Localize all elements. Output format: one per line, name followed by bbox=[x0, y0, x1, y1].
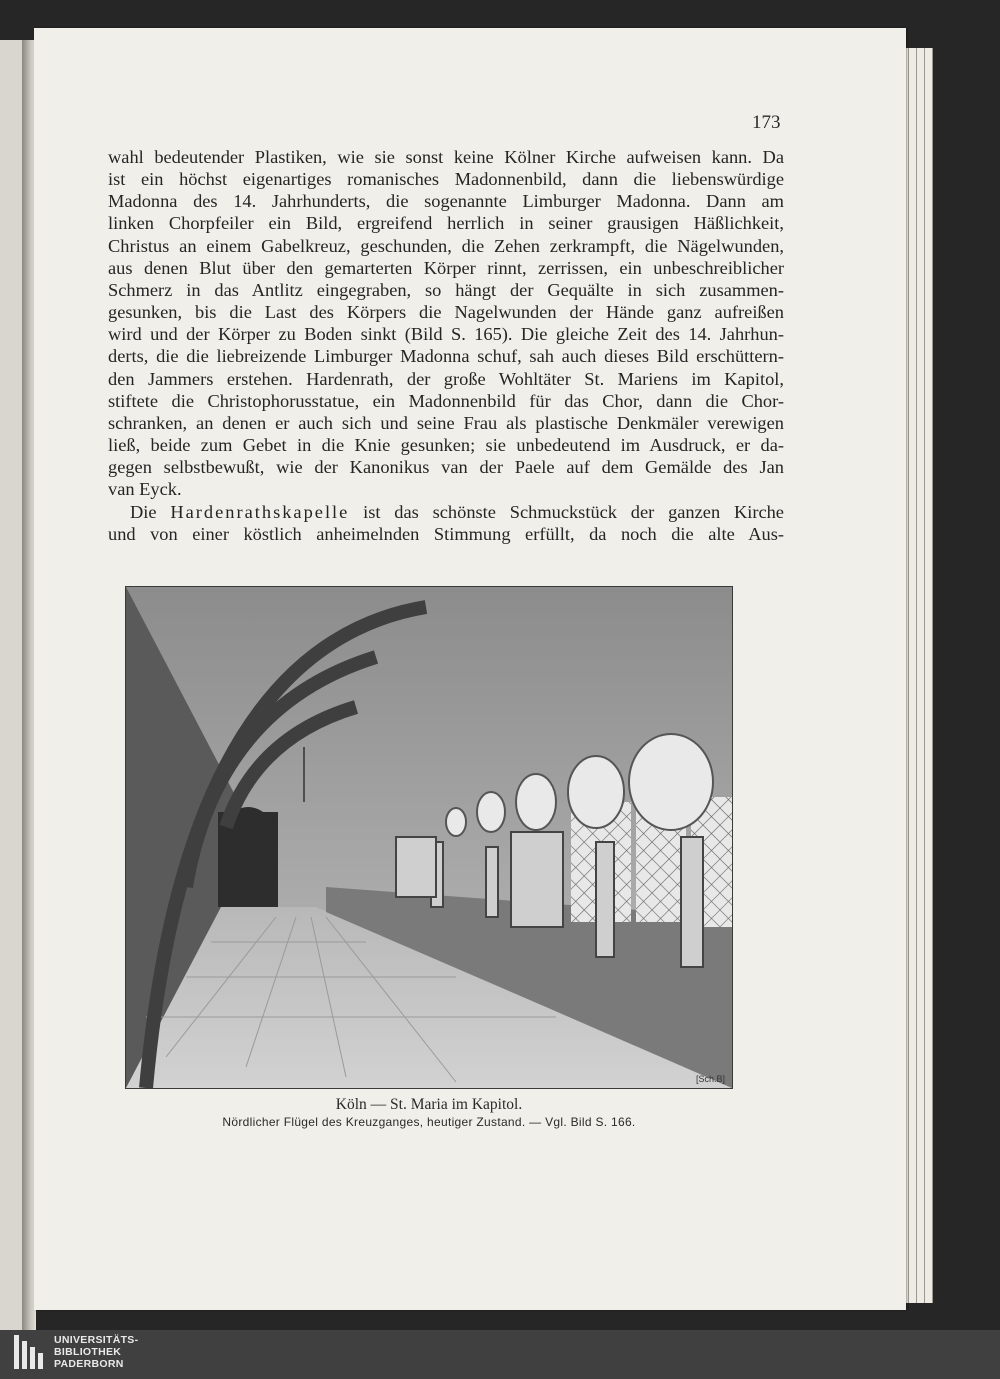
text-line: wird und der Körper zu Boden sinkt (Bild S. 165). Die gleiche Zeit des 14. Jahrhun- bbox=[108, 324, 784, 345]
text-line: van Eyck. bbox=[108, 479, 182, 500]
library-logo-text bbox=[54, 1334, 254, 1370]
text-line: Madonna des 14. Jahrhunderts, die sogenannte Limburger Madonna. Dann am bbox=[108, 191, 784, 212]
text-line: gesunken, bis die Last des Körpers die Nagelwunden der Hände ganz aufreißen bbox=[108, 302, 784, 323]
text-line: gegen selbstbewußt, wie der Kanonikus van der Paele auf dem Gemälde des Jan bbox=[108, 457, 784, 478]
text-line: Schmerz in das Antlitz eingegraben, so hängt der Gequälte in sich zusammen- bbox=[108, 279, 784, 300]
page-number: 173 bbox=[752, 112, 781, 133]
cloister-photograph bbox=[125, 586, 733, 1089]
text-line: stiftete die Christophorusstatue, ein Madonnenbild für das Chor, dann die Chor- bbox=[108, 390, 784, 411]
library-logo-icon bbox=[14, 1335, 48, 1369]
photo-signature: [Sch.B] bbox=[696, 1074, 726, 1084]
logo-line: BIBLIOTHEK bbox=[54, 1346, 122, 1358]
text-line bbox=[108, 501, 784, 523]
text-line: aus denen Blut über den gemarterten Körper rinnt, zerrissen, ein unbeschreiblicher bbox=[108, 257, 784, 278]
figure-caption: Köln — St. Maria im Kapitol. bbox=[335, 1096, 523, 1113]
text-line: ließ, beide zum Gebet in die Knie gesunken; sie unbedeutend im Ausdruck, er da- bbox=[108, 435, 784, 456]
book-page bbox=[34, 28, 906, 1310]
text-line: Christus an einem Gabelkreuz, geschunden, die Zehen zerkrampft, die Nägelwunden, bbox=[108, 235, 784, 256]
text-line: linken Chorpfeiler ein Bild, ergreifend herrlich in seiner grausigen Häßlichkeit, bbox=[108, 213, 784, 234]
text-line: derts, die die liebreizende Limburger Madonna schuf, sah auch dieses Bild erschüttern- bbox=[108, 346, 784, 367]
emphasized-term: Hardenrathskapelle bbox=[170, 501, 350, 522]
figure-subcaption: Nördlicher Flügel des Kreuzganges, heutiger Zustand. — Vgl. Bild S. 166. bbox=[222, 1115, 636, 1129]
text-line: schranken, an denen er auch sich und seine Frau als plastische Denkmäler verewigen bbox=[108, 412, 784, 433]
photo-illustration bbox=[126, 587, 732, 1088]
text-line: wahl bedeutender Plastiken, wie sie sonst keine Kölner Kirche aufweisen kann. Da bbox=[108, 147, 784, 167]
logo-line: UNIVERSITÄTS- bbox=[54, 1334, 139, 1346]
text-line: ist ein höchst eigenartiges romanisches Madonnenbild, dann die liebenswürdige bbox=[108, 169, 784, 190]
text-line: und von einer köstlich anheimelnden Stimmung erfüllt, da noch die alte Aus- bbox=[108, 523, 784, 544]
logo-line: PADERBORN bbox=[54, 1358, 124, 1370]
paragraph-start: Die bbox=[130, 501, 157, 522]
text-line: den Jammers erstehen. Hardenrath, der große Wohltäter St. Mariens im Kapitol, bbox=[108, 368, 784, 389]
text-fragment: ist das schönste Schmuckstück der ganzen Kirche bbox=[363, 501, 784, 522]
body-text bbox=[108, 146, 784, 545]
